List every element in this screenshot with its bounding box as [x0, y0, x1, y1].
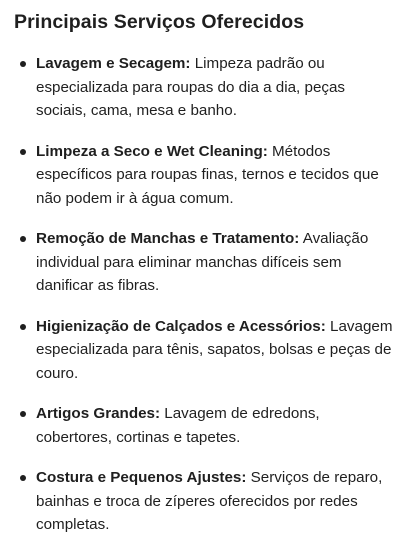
bullet-icon: [20, 324, 26, 330]
list-item: [14, 402, 394, 449]
service-name: Remoção de Manchas e Tratamento:: [36, 230, 300, 247]
list-item: [14, 227, 394, 298]
service-description: Lavagem de edredons, cobertores, cortinas e tapetes.: [36, 405, 320, 446]
list-item: [14, 315, 394, 386]
service-name: Lavagem e Secagem:: [36, 55, 191, 72]
list-item: [14, 52, 394, 123]
service-name: Limpeza a Seco e Wet Cleaning:: [36, 142, 268, 160]
service-description: Limpeza padrão ou especializada para roupas do dia a dia, peças sociais, cama, mesa e banho.: [36, 55, 346, 119]
bullet-icon: [20, 411, 26, 417]
service-name: Costura e Pequenos Ajustes:: [36, 469, 247, 486]
list-item: [14, 466, 394, 537]
list-item: [14, 140, 394, 211]
bullet-icon: [20, 149, 26, 155]
service-name: Higienização de Calçados e Acessórios:: [36, 317, 326, 335]
bullet-icon: [20, 61, 26, 67]
bullet-icon: [20, 236, 26, 242]
service-description: Métodos específicos para roupas finas, ternos e tecidos que não podem ir à água comum.: [36, 142, 379, 207]
service-description: Serviços de reparo, bainhas e troca de zíperes oferecidos por redes completas.: [36, 469, 383, 533]
bullet-icon: [20, 475, 26, 481]
service-name: Artigos Grandes:: [36, 405, 161, 422]
services-list: [14, 52, 394, 537]
service-description: Avaliação individual para eliminar manchas difíceis sem danificar as fibras.: [36, 230, 369, 294]
service-description: Lavagem especializada para tênis, sapatos, bolsas e peças de couro.: [36, 317, 393, 382]
page-title: Principais Serviços Oferecidos: [14, 11, 305, 33]
